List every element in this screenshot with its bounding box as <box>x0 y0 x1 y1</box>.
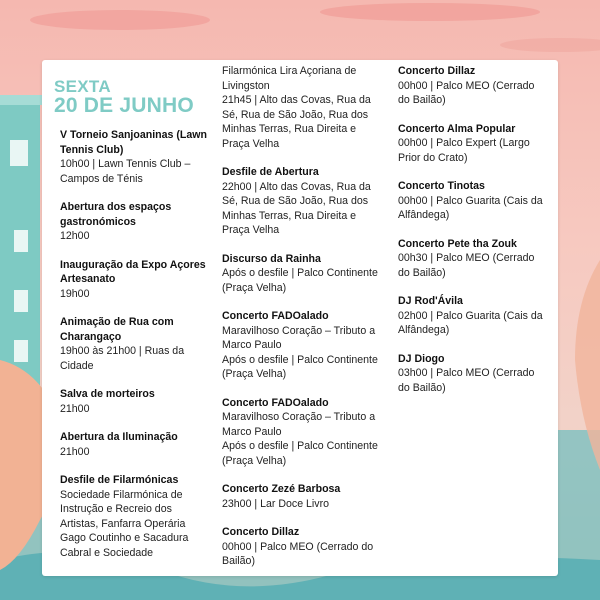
event-detail: 00h30 | Palco MEO (Cerrado do Bailão) <box>398 252 535 279</box>
event-item <box>398 122 548 166</box>
events-column-2 <box>222 64 382 583</box>
event-detail: Maravilhoso Coração – Tributo a Marco Paulo <box>222 411 376 438</box>
event-title: Desfile de Abertura <box>222 166 319 178</box>
event-item <box>222 309 382 382</box>
event-title: V Torneio Sanjoaninas (Lawn Tennis Club) <box>60 129 207 156</box>
event-item <box>60 128 210 186</box>
event-detail: 00h00 | Palco MEO (Cerrado do Bailão) <box>222 540 374 567</box>
event-detail: 02h00 | Palco Guarita (Cais da Alfândega) <box>398 309 543 336</box>
event-title: Abertura da Iluminação <box>60 431 178 443</box>
event-detail: 03h00 | Palco MEO (Cerrado do Bailão) <box>398 367 535 394</box>
event-item <box>60 258 210 302</box>
event-item <box>60 430 210 459</box>
event-item <box>222 252 382 296</box>
event-title: Concerto Alma Popular <box>398 122 516 135</box>
event-item <box>60 473 210 560</box>
event-item <box>222 525 382 569</box>
event-title: DJ Rod'Ávila <box>398 295 463 307</box>
event-item <box>398 64 548 108</box>
event-title: Inauguração da Expo Açores Artesanato <box>60 258 206 285</box>
event-title: Concerto FADOalado <box>222 396 329 409</box>
day-heading: SEXTA <box>54 77 111 96</box>
programme-card <box>42 60 558 576</box>
events-column-3 <box>398 64 548 409</box>
event-detail: Filarmónica Lira Açoriana de Livingston <box>222 65 357 92</box>
event-item <box>398 352 548 396</box>
event-detail: 21h00 <box>60 402 90 415</box>
date-heading: 20 DE JUNHO <box>54 94 194 117</box>
event-item <box>60 387 210 416</box>
event-title: Salva de morteiros <box>60 388 155 400</box>
event-item <box>222 165 382 238</box>
event-detail: Sociedade Filarmónica de Instrução e Recreio dos Artistas, Fanfarra Operária Gago Coutinho e Sacadura Cabral e Sociedade <box>60 488 189 559</box>
event-detail: 21h00 <box>60 445 90 458</box>
event-title: Discurso da Rainha <box>222 252 321 265</box>
event-detail: Após o desfile | Palco Continente (Praça Velha) <box>222 267 378 294</box>
event-detail: Após o desfile | Palco Continente (Praça Velha) <box>222 353 378 380</box>
event-detail: 00h00 | Palco Expert (Largo Prior do Crato) <box>398 137 530 164</box>
event-item <box>222 396 382 469</box>
events-column-1 <box>60 128 210 574</box>
event-title: Concerto Zezé Barbosa <box>222 483 341 495</box>
event-detail: 21h45 | Alto das Covas, Rua da Sé, Rua de São João, Rua dos Minhas Terras, Rua Direita e Praça Velha <box>222 94 371 150</box>
event-item <box>398 179 548 223</box>
event-title: Concerto Dillaz <box>398 65 476 77</box>
event-title: Animação de Rua com Charangaço <box>60 316 174 343</box>
event-detail: 23h00 | Lar Doce Livro <box>222 497 329 510</box>
event-detail: 00h00 | Palco MEO (Cerrado do Bailão) <box>398 79 535 106</box>
event-detail: 00h00 | Palco Guarita (Cais da Alfândega) <box>398 194 543 221</box>
event-item <box>222 64 382 151</box>
event-item <box>60 200 210 244</box>
event-title: Concerto Pete tha Zouk <box>398 237 517 250</box>
event-detail: 22h00 | Alto das Covas, Rua da Sé, Rua de São João, Rua dos Minhas Terras, Rua Direita e Praça Velha <box>222 180 371 236</box>
event-title: Concerto Tinotas <box>398 180 485 192</box>
event-detail: 19h00 às 21h00 | Ruas da Cidade <box>60 345 185 372</box>
event-title: Concerto Dillaz <box>222 526 300 538</box>
event-title: Abertura dos espaços gastronómicos <box>60 201 172 228</box>
event-item <box>222 482 382 511</box>
event-detail: Maravilhoso Coração – Tributo a Marco Paulo <box>222 324 376 351</box>
event-detail: 10h00 | Lawn Tennis Club – Campos de Ténis <box>60 158 191 185</box>
event-item <box>60 315 210 373</box>
event-detail: 19h00 <box>60 287 90 300</box>
event-title: Desfile de Filarmónicas <box>60 474 179 486</box>
event-title: Concerto FADOalado <box>222 310 329 322</box>
event-item <box>398 237 548 281</box>
event-item <box>398 294 548 338</box>
event-detail: 12h00 <box>60 230 90 242</box>
event-detail: Após o desfile | Palco Continente (Praça Velha) <box>222 440 378 467</box>
event-title: DJ Diogo <box>398 352 445 365</box>
